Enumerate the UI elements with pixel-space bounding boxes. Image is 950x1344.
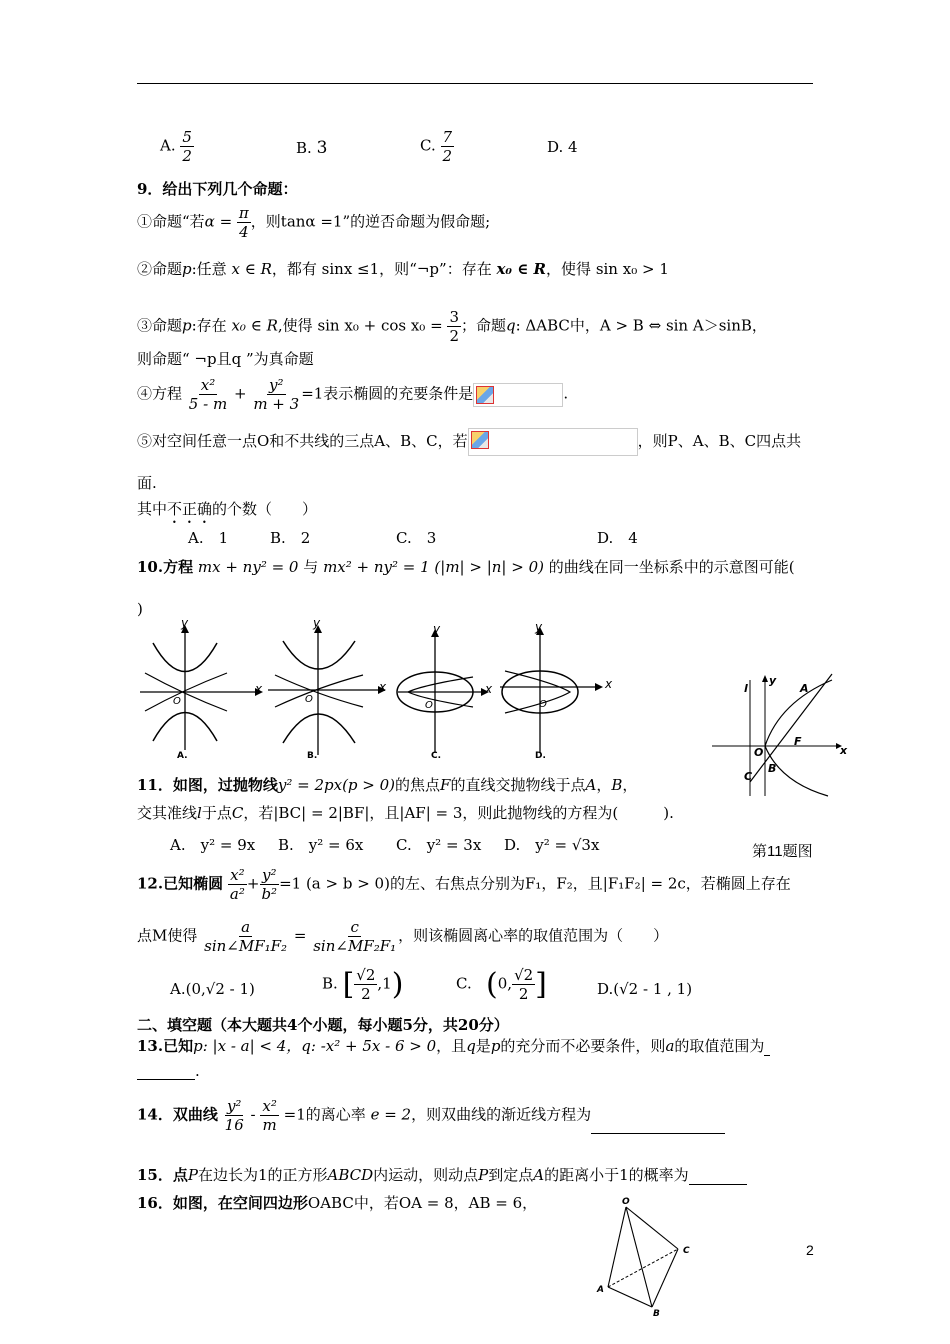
q10-a-origin: O bbox=[173, 696, 181, 707]
q12-option-d: D.(√2 - 1 , 1) bbox=[597, 980, 693, 998]
header-rule bbox=[137, 83, 813, 84]
q10-graph-d bbox=[500, 627, 603, 753]
q13-answer-blank[interactable] bbox=[764, 1055, 770, 1056]
q10-c-y-label: y bbox=[433, 622, 441, 636]
q10-a-x-label: x bbox=[255, 682, 263, 696]
q10-b-y-label: y bbox=[313, 616, 321, 630]
q15-answer-blank[interactable] bbox=[689, 1170, 747, 1185]
q9-item-3-line2: 则命题“ ¬p且q ”为真命题 bbox=[137, 350, 314, 368]
q10-graphs bbox=[135, 615, 615, 765]
q9-item-5: ⑤对空间任意一点O和不共线的三点A、B、C，若 ，则P、A、B、C四点共 bbox=[137, 428, 801, 456]
q10-graph-a bbox=[140, 625, 263, 750]
q12-option-c: C. (0, $\frac{√2}{2}$ ] bbox=[456, 966, 547, 1003]
q10-d-label: D. bbox=[535, 751, 546, 761]
q8-option-b: B. 3 bbox=[296, 138, 328, 158]
q13-stem: 13.已知p: |x - a| < 4，q: -x² + 5x - 6 > 0，且q是p的充分而不必要条件，则a的取值范围为 bbox=[137, 1035, 770, 1056]
q10-b-label: B. bbox=[307, 751, 318, 761]
q10-d-y-label: y bbox=[535, 620, 543, 634]
q9-ask: 其中不正确的个数（ ） bbox=[137, 500, 318, 518]
q8-option-a: A. $\frac{5}{2}$ bbox=[160, 128, 192, 165]
q10-graph-b bbox=[268, 625, 386, 755]
q9-option-a: A. 1 bbox=[188, 529, 229, 547]
q10-a-label: A. bbox=[177, 751, 188, 761]
q11-fig-o: O bbox=[754, 746, 764, 759]
q11-fig-l: l bbox=[744, 682, 748, 695]
section-2-heading: 二、填空题（本大题共4个小题，每小题5分，共20分） bbox=[137, 1016, 509, 1034]
broken-image-icon bbox=[468, 428, 638, 456]
q9-option-d: D. 4 bbox=[597, 529, 638, 547]
q15-stem: 15．点P在边长为1的正方形ABCD内运动，则动点P到定点A的距离小于1的概率为 bbox=[137, 1164, 747, 1185]
q9-item-5-line2: 面. bbox=[137, 474, 157, 492]
q8-option-c: C. $\frac{7}{2}$ bbox=[420, 128, 453, 165]
q12-line2: 点M使得 $\frac{a}{\text{sin∠MF₁F₂}}$ = $\frac{c}{\text{sin∠MF₂F₁}}$ ，则该椭圆离心率的取值范围为（ ） bbox=[137, 918, 669, 955]
q10-c-origin: O bbox=[425, 700, 433, 711]
q11-option-d: D. y² = √3x bbox=[504, 836, 600, 854]
page-number: 2 bbox=[806, 1242, 814, 1258]
q9-item-1: ①命题“若α = $\frac{\pi}{4}$ ，则tanα =1”的逆否命题为假命题; bbox=[137, 204, 491, 241]
q11-fig-a: A bbox=[800, 682, 809, 695]
q10-d-origin: O bbox=[539, 699, 547, 710]
q11-fig-f: F bbox=[794, 735, 802, 748]
q11-fig-caption: 第11题图 bbox=[752, 843, 813, 860]
q9-item-2: ②命题p:任意 x ∈ R，都有 sinx ≤1，则“¬p”：存在 x₀ ∈ R，使得 sin x₀ > 1 bbox=[137, 260, 669, 278]
q11-fig-c: C bbox=[744, 770, 753, 783]
q16-fig-c: C bbox=[683, 1246, 690, 1256]
q9-stem: 9．给出下列几个命题： bbox=[137, 180, 298, 198]
q9-option-b: B. 2 bbox=[270, 529, 311, 547]
q16-stem: 16．如图，在空间四边形OABC中，若OA = 8，AB = 6， bbox=[137, 1194, 538, 1212]
q14-answer-blank[interactable] bbox=[591, 1119, 725, 1134]
q10-stem: 10.方程 mx + ny² = 0 与 mx² + ny² = 1 (|m| > |n| > 0) 的曲线在同一坐标系中的示意图可能( bbox=[137, 558, 795, 576]
q11-fig-x: x bbox=[840, 744, 848, 757]
q13-line2: . bbox=[137, 1062, 200, 1080]
q10-stem-end: ) bbox=[137, 600, 143, 618]
q10-c-label: C. bbox=[431, 751, 442, 761]
q16-fig-a: A bbox=[597, 1285, 604, 1295]
q16-fig-o: O bbox=[622, 1197, 630, 1207]
q10-graph-c bbox=[397, 629, 489, 753]
q11-line2: 交其准线l于点C，若|BC| = 2|BF|，且|AF| = 3，则此抛物线的方程为( ). bbox=[137, 804, 674, 822]
q11-stem: 11．如图，过抛物线y² = 2px(p > 0)的焦点F的直线交抛物线于点A，B， bbox=[137, 776, 638, 794]
q9-option-c: C. 3 bbox=[396, 529, 437, 547]
q11-fig-b: B bbox=[768, 762, 777, 775]
q16-fig-b: B bbox=[653, 1309, 660, 1319]
q12-option-a: A.(0,√2 - 1) bbox=[170, 980, 255, 998]
q13-answer-blank-2[interactable] bbox=[137, 1065, 195, 1080]
q9-item-3: ③命题p:存在 x₀ ∈ R,使得 sin x₀ + cos x₀ = $\frac{3}{2}$ ；命题q: ΔABC中，A > B ⇔ sin A＞sinB， bbox=[137, 308, 767, 345]
q9-item-4: ④方程 $\frac{\text{x²}}{5 - m}$ + $\frac{\text{y²}}{m + 3}$ =1表示椭圆的充要条件是 . bbox=[137, 376, 569, 413]
q11-figure bbox=[710, 672, 850, 800]
q10-a-y-label: y bbox=[181, 616, 189, 630]
q16-figure bbox=[590, 1195, 700, 1320]
q12-stem: 12.已知椭圆 $\frac{\text{x²}}{\text{a²}}$ + $\frac{\text{y²}}{\text{b²}}$ =1 (a > b > 0)的左、右焦点分别为F₁，F₂，且|F₁F₂| = 2c，若椭圆上存在 bbox=[137, 866, 791, 903]
q10-d-x-label: x bbox=[605, 677, 613, 691]
q11-option-b: B. y² = 6x bbox=[278, 836, 364, 854]
q10-c-x-label: x bbox=[485, 682, 493, 696]
q10-b-origin: O bbox=[305, 694, 313, 705]
q8-option-d: D. 4 bbox=[547, 138, 578, 156]
broken-image-icon bbox=[473, 383, 563, 407]
q11-fig-y: y bbox=[769, 674, 777, 687]
q11-option-a: A. y² = 9x bbox=[170, 836, 256, 854]
q10-b-x-label: x bbox=[379, 680, 387, 694]
q11-option-c: C. y² = 3x bbox=[396, 836, 482, 854]
q14-stem: 14．双曲线 $\frac{\text{y²}}{16}$ - $\frac{\text{x²}}{m}$ =1的离心率 e = 2，则双曲线的渐近线方程为 bbox=[137, 1097, 725, 1134]
q12-option-b: B. [ $\frac{√2}{2}$ ,1) bbox=[322, 966, 404, 1003]
